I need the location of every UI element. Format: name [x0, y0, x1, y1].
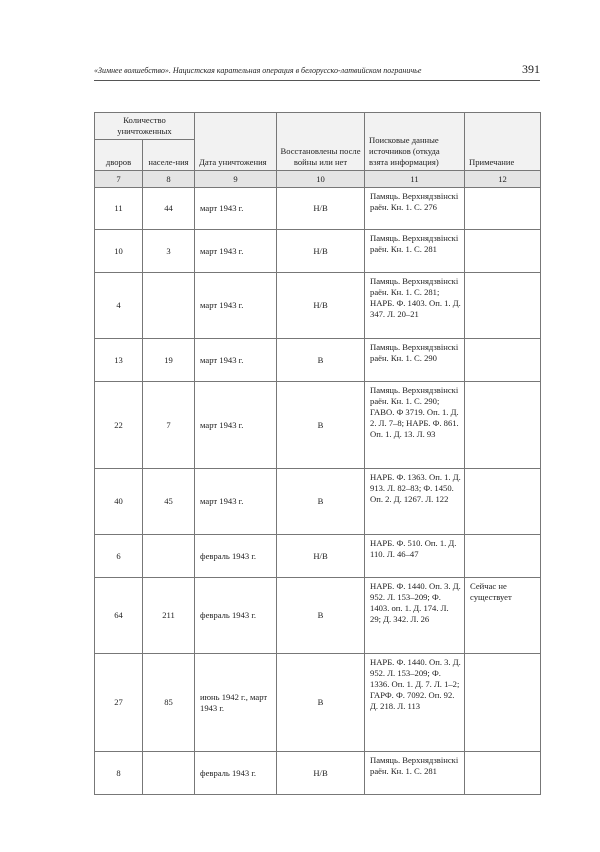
cell-source: НАРБ. Ф. 1440. Оп. 3. Д. 952. Л. 153–209; Ф. 1403. оп. 1. Д. 174. Л. 29; Д. 342. Л. 26 [365, 578, 465, 654]
header-restored: Восстановлены после войны или нет [277, 113, 365, 171]
cell-source: Памяць. Верхнядзвінскі раён. Кн. 1. С. 281 [365, 230, 465, 273]
cell-source: Памяць. Верхнядзвінскі раён. Кн. 1. С. 290 [365, 339, 465, 382]
table-row [95, 654, 541, 752]
cell-yards: 11 [95, 188, 143, 230]
cell-source: НАРБ. Ф. 1363. Оп. 1. Д. 913. Л. 82–83; Ф. 1450. Оп. 2. Д. 1267. Л. 122 [365, 469, 465, 535]
cell-restored: В [277, 578, 365, 654]
table-row [95, 273, 541, 339]
header-population: населе-ния [143, 140, 195, 171]
table-row [95, 382, 541, 469]
cell-note [465, 469, 541, 535]
cell-restored: Н/В [277, 230, 365, 273]
cell-yards: 64 [95, 578, 143, 654]
cell-yards: 6 [95, 535, 143, 578]
cell-yards: 40 [95, 469, 143, 535]
header-yards: дворов [95, 140, 143, 171]
cell-note [465, 188, 541, 230]
cell-source: НАРБ. Ф. 1440. Оп. 3. Д. 952. Л. 153–209; Ф. 1336. Оп. 1. Д. 7. Л. 1–2; ГАРФ. Ф. 7092. Оп. 92. Д. 218. Л. 113 [365, 654, 465, 752]
cell-yards: 4 [95, 273, 143, 339]
table-row [95, 469, 541, 535]
cell-note [465, 654, 541, 752]
col-number: 10 [277, 171, 365, 188]
col-number: 9 [195, 171, 277, 188]
cell-population: 3 [143, 230, 195, 273]
cell-date: июнь 1942 г., март 1943 г. [195, 654, 277, 752]
data-table [94, 112, 541, 795]
cell-date: март 1943 г. [195, 339, 277, 382]
cell-note [465, 535, 541, 578]
cell-restored: В [277, 654, 365, 752]
cell-population [143, 535, 195, 578]
cell-restored: В [277, 339, 365, 382]
cell-yards: 27 [95, 654, 143, 752]
cell-note [465, 273, 541, 339]
page-number: 391 [522, 62, 540, 76]
col-number: 8 [143, 171, 195, 188]
table-row [95, 752, 541, 795]
cell-date: март 1943 г. [195, 188, 277, 230]
table-row [95, 578, 541, 654]
header-destroyed-group: Количество уничтоженных [95, 113, 195, 140]
cell-restored: Н/В [277, 273, 365, 339]
cell-date: февраль 1943 г. [195, 535, 277, 578]
cell-restored: В [277, 382, 365, 469]
cell-date: март 1943 г. [195, 230, 277, 273]
cell-population: 7 [143, 382, 195, 469]
cell-date: февраль 1943 г. [195, 752, 277, 795]
cell-note [465, 752, 541, 795]
cell-population: 44 [143, 188, 195, 230]
cell-population: 45 [143, 469, 195, 535]
col-number: 11 [365, 171, 465, 188]
cell-source: Памяць. Верхнядзвінскі раён. Кн. 1. С. 276 [365, 188, 465, 230]
cell-note: Сейчас не существует [465, 578, 541, 654]
cell-population: 211 [143, 578, 195, 654]
cell-date: март 1943 г. [195, 382, 277, 469]
running-header [94, 64, 540, 80]
cell-date: февраль 1943 г. [195, 578, 277, 654]
cell-source: Памяць. Верхнядзвінскі раён. Кн. 1. С. 281 [365, 752, 465, 795]
table-row [95, 188, 541, 230]
cell-population [143, 752, 195, 795]
cell-yards: 22 [95, 382, 143, 469]
running-title: «Зимнее волшебство». Нацистская карательная операция в белорусско-латвийском пограничье [94, 66, 422, 75]
header-sources: Поисковые данные источников (откуда взята информация) [365, 113, 465, 171]
cell-note [465, 382, 541, 469]
cell-restored: Н/В [277, 535, 365, 578]
cell-yards: 10 [95, 230, 143, 273]
cell-yards: 13 [95, 339, 143, 382]
cell-source: НАРБ. Ф. 510. Оп. 1. Д. 110. Л. 46–47 [365, 535, 465, 578]
cell-note [465, 339, 541, 382]
col-number: 7 [95, 171, 143, 188]
cell-restored: Н/В [277, 752, 365, 795]
cell-source: Памяць. Верхнядзвінскі раён. Кн. 1. С. 281; НАРБ. Ф. 1403. Оп. 1. Д. 347. Л. 20–21 [365, 273, 465, 339]
header-note: Примечание [465, 113, 541, 171]
cell-restored: В [277, 469, 365, 535]
header-date: Дата уничтожения [195, 113, 277, 171]
table-row [95, 339, 541, 382]
cell-date: март 1943 г. [195, 469, 277, 535]
cell-population: 85 [143, 654, 195, 752]
cell-note [465, 230, 541, 273]
cell-population [143, 273, 195, 339]
cell-source: Памяць. Верхнядзвінскі раён. Кн. 1. С. 290; ГАВО. Ф 3719. Оп. 1. Д. 2. Л. 7–8; НАРБ. Ф. 861. Оп. 1. Д. 13. Л. 93 [365, 382, 465, 469]
table-row [95, 230, 541, 273]
col-number: 12 [465, 171, 541, 188]
cell-yards: 8 [95, 752, 143, 795]
header-rule [94, 80, 540, 81]
table-row [95, 535, 541, 578]
cell-date: март 1943 г. [195, 273, 277, 339]
cell-population: 19 [143, 339, 195, 382]
cell-restored: Н/В [277, 188, 365, 230]
